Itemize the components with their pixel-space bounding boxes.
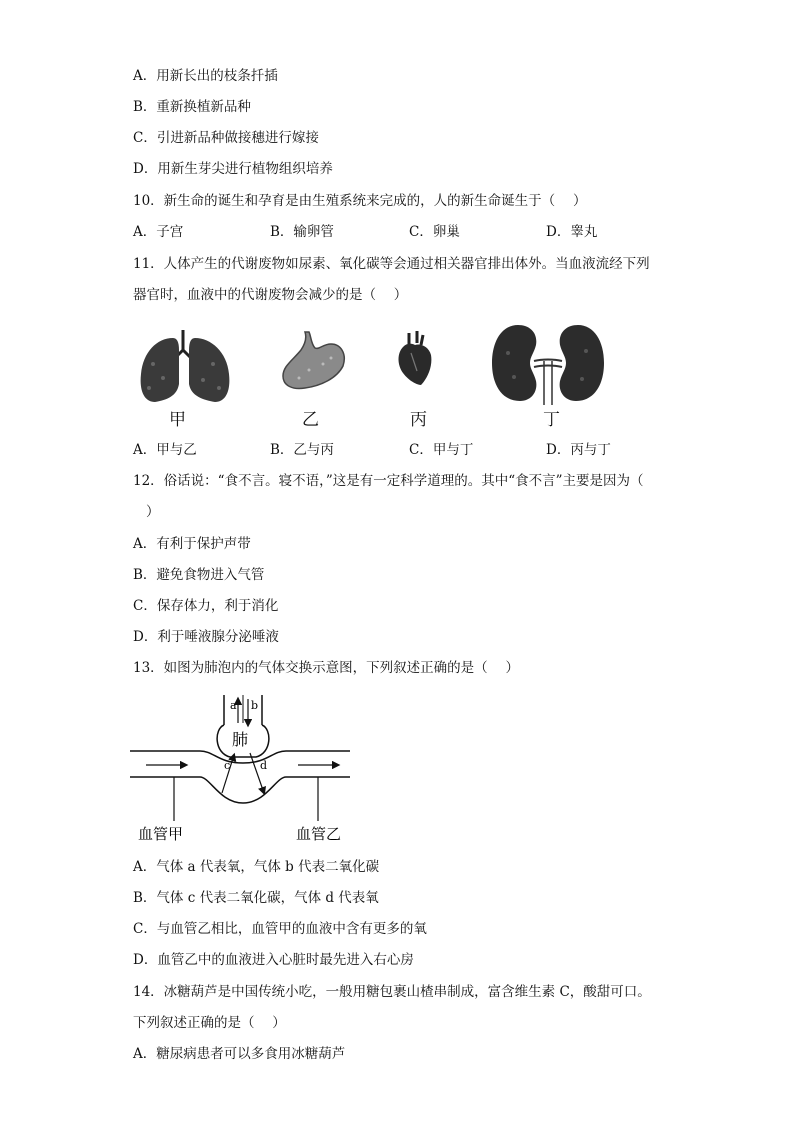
lungs-figure [137,328,233,404]
vessel-label-jia: 血管甲 [138,825,184,843]
q11-option-c: C．甲与丁 [409,442,474,458]
arrow-label-c: c [224,759,231,772]
figure-label-jia: 甲 [169,410,186,430]
q10-option-c: C．卵巢 [409,224,460,240]
q14-stem-line2: 下列叙述正确的是（ ） [133,1015,286,1031]
q9-option-d: D．用新生芽尖进行植物组织培养 [133,161,333,177]
alveolus-label: 肺 [232,730,249,749]
q10-option-d: D．睾丸 [546,224,598,240]
q10-stem: 10．新生命的诞生和孕育是由生殖系统来完成的，人的新生命诞生于（ ） [133,193,587,209]
q11-option-b: B．乙与丙 [270,442,334,458]
figure-label-yi: 乙 [302,410,319,430]
q12-option-c: C．保存体力，利于消化 [133,598,279,614]
q11-stem-line2: 器官时，血液中的代谢废物会减少的是（ ） [133,287,408,303]
q12-stem-line2: ） [146,504,160,520]
q9-option-c: C．引进新品种做接穗进行嫁接 [133,130,319,146]
arrow-label-b: b [251,699,259,712]
q12-option-d: D．利于唾液腺分泌唾液 [133,629,279,645]
q9-option-b: B．重新换植新品种 [133,99,251,115]
q14-stem-line1: 14．冰糖葫芦是中国传统小吃，一般用糖包裹山楂串制成，富含维生素 C，酸甜可口。 [133,984,651,1000]
arrow-label-a: a [230,699,237,712]
stomach-figure [279,330,349,392]
q12-stem-line1: 12．俗话说：“食不言。寝不语，”这是有一定科学道理的。其中“食不言”主要是因为（ [133,473,644,489]
figure-label-bing: 丙 [410,410,427,430]
q11-option-d: D．丙与丁 [546,442,611,458]
vessel-label-yi: 血管乙 [296,825,342,843]
arrow-label-d: d [260,759,268,772]
q10-option-a: A．子宫 [133,224,184,240]
q12-option-b: B．避免食物进入气管 [133,567,265,583]
q13-option-b: B．气体 c 代表二氧化碳，气体 d 代表氧 [133,890,379,906]
q14-option-a: A．糖尿病患者可以多食用冰糖葫芦 [133,1046,346,1062]
figure-label-ding: 丁 [543,410,560,430]
q11-option-a: A．甲与乙 [133,442,197,458]
q12-option-a: A．有利于保护声带 [133,536,251,552]
q13-option-c: C．与血管乙相比，血管甲的血液中含有更多的氧 [133,921,427,937]
alveolus-gas-exchange-diagram [130,693,356,843]
q13-stem: 13．如图为肺泡内的气体交换示意图，下列叙述正确的是（ ） [133,660,519,676]
heart-figure [397,331,433,387]
q10-option-b: B．输卵管 [270,224,334,240]
q13-option-d: D．血管乙中的血液进入心脏时最先进入右心房 [133,952,414,968]
q11-stem-line1: 11．人体产生的代谢废物如尿素、氧化碳等会通过相关器官排出体外。当血液流经下列 [133,256,650,272]
q9-option-a: A．用新长出的枝条扦插 [133,68,278,84]
kidneys-figure [490,323,606,405]
q13-option-a: A．气体 a 代表氧，气体 b 代表二氧化碳 [133,859,380,875]
